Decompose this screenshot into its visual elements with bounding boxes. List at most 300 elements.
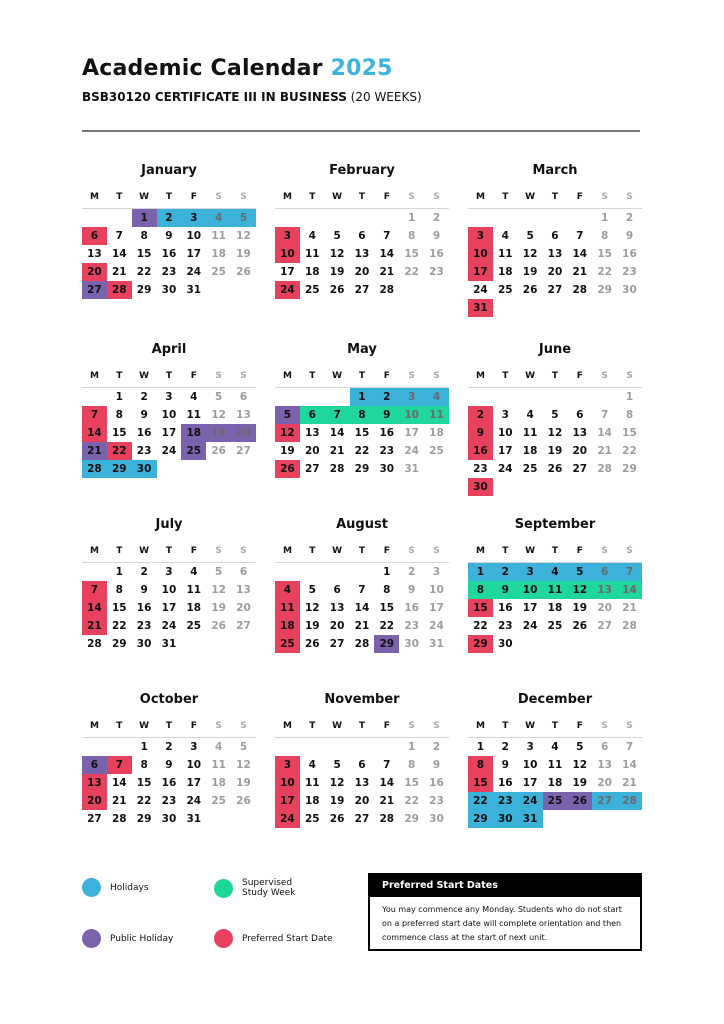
day-cell: 15: [354, 427, 370, 439]
empty-cell: [374, 738, 399, 756]
weekday-label: T: [551, 371, 559, 381]
day-cell: 7: [383, 230, 391, 242]
day-cell: 12: [236, 759, 251, 771]
day-cell: 26: [211, 445, 226, 457]
day-cell: 26: [572, 620, 588, 632]
day-cell: 28: [107, 281, 132, 299]
day-cell: 30: [404, 638, 419, 650]
weekday-label: T: [502, 546, 509, 556]
day-cell: 9: [432, 759, 441, 771]
weekday-label: W: [139, 721, 150, 731]
day-cell: 15: [404, 777, 419, 789]
day-cell: 13: [236, 409, 251, 421]
day-cell: 23: [379, 445, 395, 457]
empty-cell: [325, 388, 350, 406]
month-april: [82, 339, 256, 478]
day-cell: 29: [354, 463, 370, 475]
day-cell: 6: [600, 741, 609, 753]
legend-preferred-start-label: Preferred Start Date: [242, 933, 333, 944]
day-cell: 31: [429, 638, 444, 650]
weekday-label: F: [576, 192, 583, 202]
empty-cell: [543, 388, 568, 406]
holidays-swatch: [82, 878, 101, 897]
empty-cell: [325, 738, 350, 756]
day-cell: 9: [165, 759, 173, 771]
day-cell: 10: [399, 406, 424, 424]
day-cell: 2: [625, 212, 634, 224]
day-cell: 14: [82, 599, 107, 617]
day-cell: 13: [354, 248, 370, 260]
empty-cell: [543, 209, 568, 227]
weekday-label: S: [601, 371, 608, 381]
weekday-label: S: [626, 192, 633, 202]
day-cell: 9: [140, 584, 148, 596]
title-year: 2025: [330, 56, 393, 81]
empty-cell: [468, 388, 493, 406]
weekday-label: S: [215, 721, 222, 731]
day-cell: 23: [429, 795, 444, 807]
day-cell: 15: [622, 427, 637, 439]
day-cell: 13: [592, 581, 617, 599]
day-cell: 7: [576, 230, 584, 242]
weekday-label: W: [332, 192, 343, 202]
day-cell: 7: [115, 230, 123, 242]
day-grid: [275, 388, 449, 478]
day-cell: 25: [304, 813, 320, 825]
day-cell: 15: [136, 248, 152, 260]
day-cell: 4: [543, 563, 568, 581]
day-cell: 26: [236, 266, 251, 278]
day-cell: 31: [186, 284, 202, 296]
weekday-label: M: [475, 721, 485, 731]
weekday-label: F: [383, 371, 390, 381]
day-cell: 21: [329, 445, 345, 457]
weekday-label: F: [576, 371, 583, 381]
weekday-label: S: [433, 192, 440, 202]
day-cell: 6: [239, 566, 248, 578]
day-cell: 19: [304, 620, 320, 632]
weekday-label: S: [601, 192, 608, 202]
day-cell: 20: [82, 792, 107, 810]
day-cell: 11: [497, 248, 513, 260]
day-cell: 1: [140, 741, 148, 753]
empty-cell: [592, 388, 617, 406]
day-cell: 17: [522, 602, 538, 614]
weekday-header: [82, 367, 256, 388]
month-name: October: [139, 692, 199, 707]
weekday-label: F: [383, 192, 390, 202]
weekday-header: [82, 188, 256, 209]
day-cell: 7: [325, 406, 350, 424]
weekday-label: F: [190, 546, 197, 556]
day-cell: 3: [275, 756, 300, 774]
weekday-label: F: [383, 546, 390, 556]
month-name: May: [347, 342, 377, 357]
day-cell: 20: [304, 445, 320, 457]
day-cell: 19: [572, 602, 588, 614]
day-cell: 2: [140, 391, 148, 403]
preferred-start-info-box: [368, 873, 642, 951]
day-cell: 19: [522, 266, 538, 278]
weekday-label: S: [433, 371, 440, 381]
month-name: November: [324, 692, 400, 707]
day-cell: 14: [617, 581, 642, 599]
empty-cell: [518, 388, 543, 406]
day-cell: 30: [132, 460, 157, 478]
weekday-header: [468, 542, 642, 563]
day-cell: 22: [136, 795, 152, 807]
day-cell: 27: [572, 463, 588, 475]
empty-cell: [300, 738, 325, 756]
weekday-label: M: [89, 371, 99, 381]
weekday-header: [275, 188, 449, 209]
day-cell: 7: [107, 756, 132, 774]
empty-cell: [275, 563, 300, 581]
day-cell: 27: [597, 620, 612, 632]
month-name: March: [532, 163, 578, 178]
day-cell: 12: [572, 759, 588, 771]
weekday-label: S: [240, 192, 247, 202]
day-cell: 19: [280, 445, 295, 457]
day-cell: 16: [497, 602, 513, 614]
day-cell: 22: [473, 620, 488, 632]
day-cell: 5: [214, 566, 223, 578]
day-cell: 26: [211, 620, 226, 632]
day-cell: 14: [572, 248, 588, 260]
day-cell: 11: [304, 777, 320, 789]
weekday-label: T: [502, 721, 509, 731]
day-cell: 4: [526, 409, 534, 421]
weekday-header: [82, 542, 256, 563]
day-cell: 27: [547, 284, 563, 296]
day-cell: 18: [547, 777, 563, 789]
empty-cell: [325, 209, 350, 227]
day-cell: 24: [275, 281, 300, 299]
day-cell: 22: [468, 792, 493, 810]
day-cell: 8: [383, 584, 391, 596]
day-cell: 4: [190, 566, 198, 578]
legend-preferred-start: [214, 929, 333, 948]
day-cell: 21: [82, 442, 107, 460]
weekday-label: M: [282, 546, 292, 556]
day-cell: 11: [522, 427, 538, 439]
day-cell: 28: [597, 463, 612, 475]
day-cell: 26: [522, 284, 538, 296]
legend-public-holiday: [82, 929, 173, 948]
day-cell: 16: [497, 777, 513, 789]
day-cell: 22: [622, 445, 637, 457]
day-cell: 12: [329, 248, 345, 260]
day-cell: 5: [526, 230, 534, 242]
month-name: January: [141, 163, 197, 178]
day-cell: 5: [275, 406, 300, 424]
day-cell: 3: [165, 566, 173, 578]
day-cell: 23: [497, 620, 513, 632]
day-cell: 18: [547, 602, 563, 614]
day-cell: 18: [275, 617, 300, 635]
weekday-label: S: [433, 721, 440, 731]
day-cell: 17: [186, 777, 202, 789]
day-cell: 30: [468, 478, 493, 496]
title-text: Academic Calendar: [82, 56, 323, 81]
weekday-label: T: [309, 192, 316, 202]
day-cell: 10: [429, 584, 444, 596]
day-cell: 21: [82, 617, 107, 635]
empty-cell: [82, 209, 107, 227]
empty-cell: [300, 563, 325, 581]
day-cell: 13: [572, 427, 588, 439]
day-cell: 20: [82, 263, 107, 281]
day-cell: 20: [547, 266, 563, 278]
day-cell: 13: [304, 427, 320, 439]
day-grid: [468, 388, 642, 496]
day-cell: 21: [379, 795, 395, 807]
day-cell: 2: [140, 566, 148, 578]
day-cell: 8: [468, 756, 493, 774]
day-cell: 10: [275, 245, 300, 263]
day-cell: 28: [379, 284, 395, 296]
day-cell: 5: [333, 230, 341, 242]
empty-cell: [300, 388, 325, 406]
weekday-label: M: [475, 192, 485, 202]
month-december: [468, 689, 642, 828]
weekday-label: F: [383, 721, 390, 731]
day-cell: 12: [304, 602, 320, 614]
day-cell: 16: [161, 248, 177, 260]
day-cell: 30: [493, 810, 518, 828]
day-cell: 7: [600, 409, 609, 421]
day-cell: 9: [625, 230, 634, 242]
day-cell: 23: [622, 266, 637, 278]
day-cell: 20: [329, 620, 345, 632]
day-cell: 11: [211, 759, 226, 771]
day-cell: 17: [429, 602, 444, 614]
day-cell: 1: [350, 388, 375, 406]
weekday-label: S: [408, 546, 415, 556]
month-september: [468, 514, 642, 653]
day-cell: 8: [140, 759, 148, 771]
legend-holidays-label: Holidays: [110, 882, 149, 893]
weekday-label: S: [240, 371, 247, 381]
day-cell: 1: [600, 212, 609, 224]
day-cell: 2: [407, 566, 416, 578]
day-cell: 15: [136, 777, 152, 789]
day-cell: 8: [600, 230, 609, 242]
day-cell: 4: [308, 230, 316, 242]
day-cell: 6: [300, 406, 325, 424]
weekday-header: [468, 188, 642, 209]
day-cell: 11: [186, 584, 202, 596]
empty-cell: [374, 209, 399, 227]
day-cell: 22: [107, 442, 132, 460]
weekday-label: W: [525, 371, 536, 381]
day-cell: 11: [211, 230, 226, 242]
day-cell: 5: [567, 563, 592, 581]
day-cell: 4: [214, 741, 223, 753]
weekday-label: T: [358, 371, 366, 381]
weekday-label: S: [215, 192, 222, 202]
day-cell: 9: [165, 230, 173, 242]
day-cell: 15: [404, 248, 419, 260]
day-cell: 19: [211, 602, 226, 614]
day-cell: 31: [186, 813, 202, 825]
day-cell: 29: [374, 635, 399, 653]
weekday-label: W: [139, 371, 150, 381]
day-cell: 17: [161, 602, 177, 614]
day-cell: 5: [551, 409, 559, 421]
day-cell: 28: [82, 460, 107, 478]
weekday-label: F: [576, 721, 583, 731]
day-cell: 18: [304, 795, 320, 807]
weekday-label: F: [190, 721, 197, 731]
day-cell: 27: [82, 281, 107, 299]
empty-cell: [518, 209, 543, 227]
day-cell: 17: [497, 445, 513, 457]
day-cell: 19: [547, 445, 563, 457]
month-name: April: [151, 342, 187, 357]
empty-cell: [275, 738, 300, 756]
day-grid: [82, 563, 256, 653]
weekday-header: [275, 367, 449, 388]
day-cell: 14: [597, 427, 612, 439]
day-cell: 3: [275, 227, 300, 245]
day-cell: 18: [186, 602, 202, 614]
day-cell: 6: [82, 227, 107, 245]
month-july: [82, 514, 256, 653]
day-cell: 17: [280, 266, 295, 278]
weekday-label: S: [408, 371, 415, 381]
day-cell: 25: [211, 795, 226, 807]
day-cell: 12: [547, 427, 563, 439]
weekday-label: W: [525, 721, 536, 731]
empty-cell: [275, 209, 300, 227]
day-cell: 29: [136, 284, 152, 296]
day-cell: 8: [115, 409, 123, 421]
day-cell: 28: [379, 813, 395, 825]
weekday-label: T: [116, 546, 123, 556]
weekday-label: S: [240, 721, 247, 731]
weekday-label: M: [282, 721, 292, 731]
day-cell: 26: [567, 792, 592, 810]
empty-cell: [107, 209, 132, 227]
day-cell: 30: [136, 638, 152, 650]
day-cell: 21: [597, 445, 612, 457]
day-cell: 29: [111, 638, 127, 650]
day-cell: 23: [429, 266, 444, 278]
weekday-label: T: [165, 721, 173, 731]
weekday-label: T: [502, 192, 509, 202]
day-cell: 1: [132, 209, 157, 227]
weekday-label: S: [626, 721, 633, 731]
day-cell: 14: [82, 424, 107, 442]
day-cell: 29: [622, 463, 637, 475]
day-grid: [275, 209, 449, 299]
day-cell: 10: [518, 581, 543, 599]
day-cell: 15: [468, 774, 493, 792]
day-cell: 8: [115, 584, 123, 596]
weekday-label: S: [433, 546, 440, 556]
day-cell: 29: [107, 460, 132, 478]
weekday-label: W: [139, 192, 150, 202]
day-cell: 23: [136, 445, 152, 457]
day-cell: 6: [82, 756, 107, 774]
day-cell: 26: [304, 638, 320, 650]
day-cell: 14: [622, 759, 637, 771]
info-box-title: Preferred Start Dates: [370, 875, 640, 897]
day-cell: 9: [140, 409, 148, 421]
day-cell: 27: [236, 445, 251, 457]
day-cell: 19: [236, 248, 251, 260]
day-cell: 8: [407, 759, 416, 771]
day-cell: 7: [82, 581, 107, 599]
day-cell: 22: [379, 620, 395, 632]
day-cell: 4: [501, 230, 509, 242]
day-cell: 7: [82, 406, 107, 424]
day-cell: 21: [622, 602, 637, 614]
day-cell: 8: [407, 230, 416, 242]
day-cell: 10: [522, 759, 538, 771]
day-cell: 4: [275, 581, 300, 599]
day-cell: 25: [543, 792, 568, 810]
weekday-label: T: [165, 371, 173, 381]
day-cell: 6: [358, 759, 366, 771]
day-cell: 24: [161, 620, 177, 632]
month-name: September: [514, 517, 596, 532]
day-cell: 16: [622, 248, 637, 260]
day-cell: 27: [329, 638, 345, 650]
weekday-label: M: [89, 546, 99, 556]
day-cell: 14: [111, 248, 127, 260]
day-cell: 22: [136, 266, 152, 278]
day-cell: 4: [551, 741, 559, 753]
day-cell: 2: [432, 741, 441, 753]
day-cell: 18: [429, 427, 444, 439]
day-cell: 9: [407, 584, 416, 596]
day-cell: 8: [468, 581, 493, 599]
weekday-label: W: [525, 192, 536, 202]
day-cell: 12: [275, 424, 300, 442]
day-cell: 21: [622, 777, 637, 789]
month-name: June: [538, 342, 572, 357]
day-cell: 15: [468, 599, 493, 617]
weekday-label: T: [309, 721, 316, 731]
day-cell: 22: [597, 266, 612, 278]
day-cell: 12: [567, 581, 592, 599]
day-cell: 21: [354, 620, 370, 632]
day-cell: 30: [161, 813, 177, 825]
day-cell: 14: [329, 427, 345, 439]
day-cell: 18: [181, 424, 206, 442]
day-cell: 6: [333, 584, 341, 596]
day-cell: 27: [236, 620, 251, 632]
day-cell: 16: [429, 248, 444, 260]
day-cell: 8: [625, 409, 634, 421]
page-title: [82, 56, 393, 81]
day-cell: 3: [399, 388, 424, 406]
day-cell: 12: [211, 584, 226, 596]
weekday-label: T: [358, 721, 366, 731]
study-week-swatch: [214, 879, 233, 898]
day-cell: 10: [186, 759, 202, 771]
empty-cell: [567, 388, 592, 406]
day-cell: 9: [374, 406, 399, 424]
month-name: August: [336, 517, 388, 532]
day-grid: [468, 738, 642, 828]
weekday-label: W: [332, 371, 343, 381]
day-cell: 3: [526, 741, 534, 753]
day-cell: 19: [329, 266, 345, 278]
day-cell: 31: [518, 810, 543, 828]
